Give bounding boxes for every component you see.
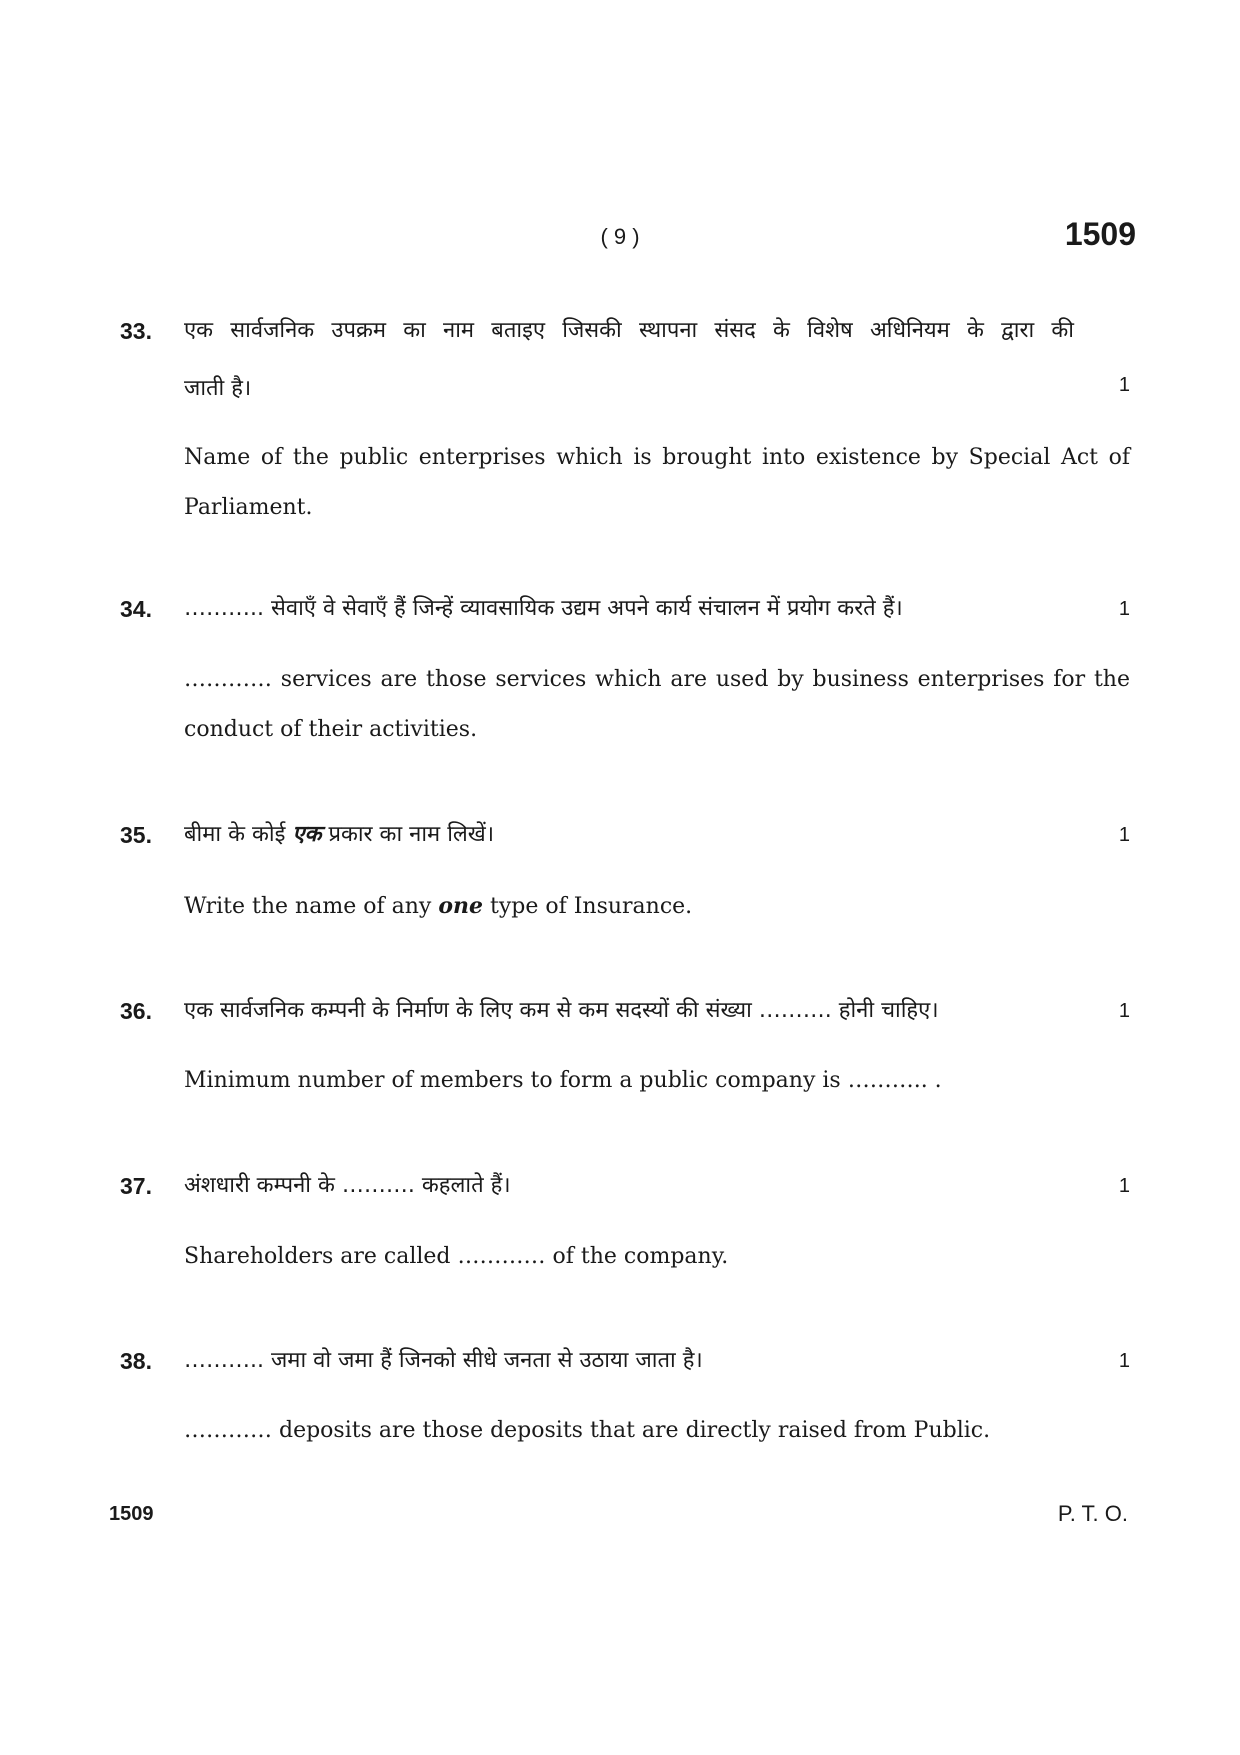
question-marks: 1 [1118, 1175, 1130, 1197]
question-marks: 1 [1118, 1000, 1130, 1022]
question-hindi-emphasis: एक [292, 822, 322, 847]
question-hindi-text: एक सार्वजनिक उपक्रम का नाम बताइए जिसकी स्थापना संसद के विशेष अधिनियम के द्वारा की [184, 318, 1074, 343]
question-english-text: Shareholders are called ………… of the company. [184, 1244, 729, 1269]
question-hindi-text-part: बीमा के कोई [184, 822, 293, 847]
question-english-text: Name of the public enterprises which is brought into existence by Special Act of Parliament. [184, 445, 1130, 520]
question-hindi-text [184, 810, 1074, 859]
question-english-text [184, 881, 1130, 932]
page-number: ( 9 ) [600, 224, 640, 249]
question-english-text-part: Write the name of any [184, 894, 439, 919]
question-number: 37. [120, 1173, 152, 1199]
pto-label: P. T. O. [1057, 1501, 1128, 1526]
question-hindi-text: एक सार्वजनिक कम्पनी के निर्माण के लिए कम से कम सदस्यों की संख्या ………. होनी चाहिए। [184, 998, 939, 1023]
question-hindi-text: ……….. जमा वो जमा हैं जिनको सीधे जनता से उठाया जाता है। [184, 1348, 703, 1373]
question-english-emphasis: one [438, 893, 483, 919]
question-marks: 1 [1118, 598, 1130, 620]
question-english-text: ………… deposits are those deposits that are directly raised from Public. [184, 1418, 991, 1443]
question-hindi-text-continued: जाती है। [184, 376, 252, 401]
question-marks: 1 [1118, 1350, 1130, 1372]
question-number: 38. [120, 1348, 152, 1374]
question-marks: 1 [1118, 824, 1130, 846]
question-number: 36. [120, 998, 152, 1024]
paper-code-footer: 1509 [109, 1503, 154, 1525]
question-number: 35. [120, 822, 152, 848]
question-number: 34. [120, 596, 152, 622]
question-english-text-part: type of Insurance. [482, 894, 693, 919]
question-english-text: Minimum number of members to form a public company is ……….. . [184, 1068, 942, 1093]
question-number: 33. [120, 318, 152, 344]
question-hindi-text-part: प्रकार का नाम लिखें। [321, 822, 495, 847]
question-hindi-text: ……….. सेवाएँ वे सेवाएँ हैं जिन्हें व्यावसायिक उद्यम अपने कार्य संचालन में प्रयोग करते हैं। [184, 596, 903, 621]
question-marks: 1 [1118, 374, 1130, 396]
question-hindi-text: अंशधारी कम्पनी के ………. कहलाते हैं। [184, 1173, 511, 1198]
question-english-text: ………… services are those services which are used by business enterprises for the conduct of their activities. [184, 667, 1130, 742]
paper-code-header: 1509 [1064, 216, 1136, 252]
